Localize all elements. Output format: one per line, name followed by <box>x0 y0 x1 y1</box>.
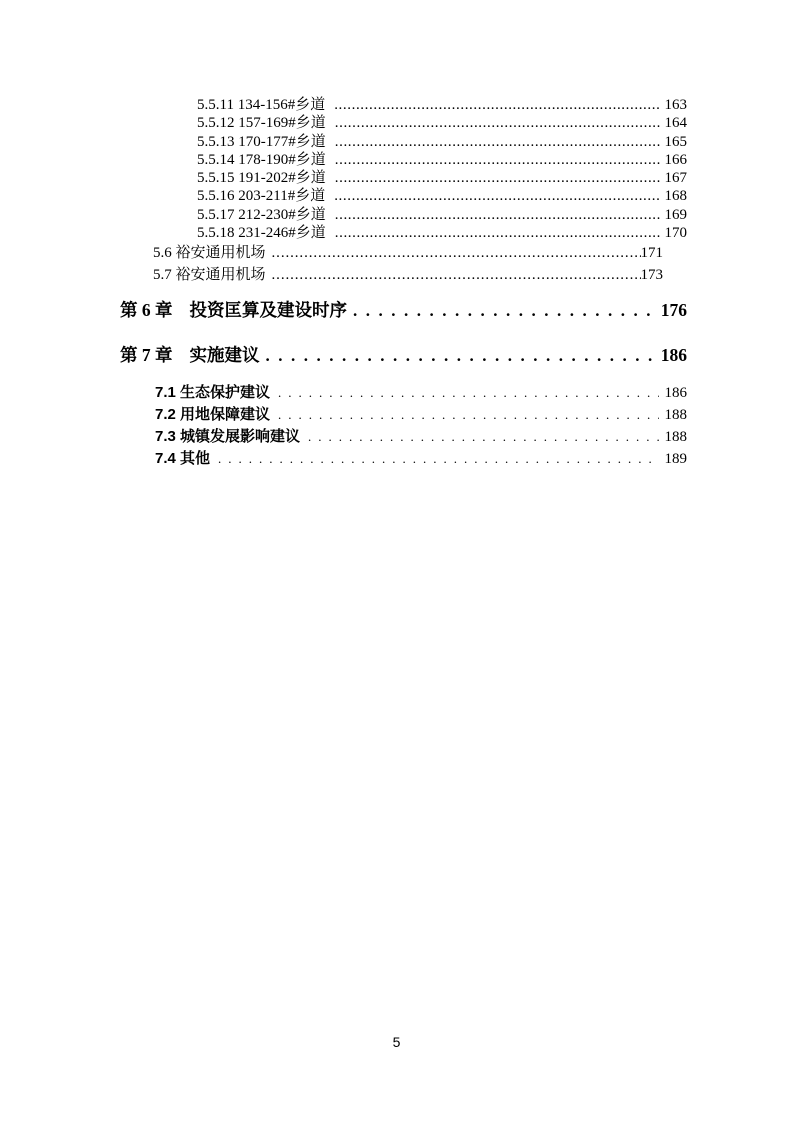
toc-entry-page: 176 <box>660 300 687 321</box>
dot-leader <box>335 206 660 224</box>
toc-entry-label: 7.1 生态保护建议 <box>155 384 271 402</box>
toc-entry[interactable] <box>197 133 687 151</box>
dot-leader <box>272 264 641 286</box>
toc-entry-page: 164 <box>664 115 687 132</box>
toc-entry-label: 5.5.12 157-169#乡道 <box>197 115 326 132</box>
toc-entry-label: 5.6 裕安通用机场 <box>153 245 266 262</box>
toc-entry[interactable] <box>153 264 663 286</box>
toc-entry[interactable] <box>197 206 687 224</box>
toc-entry[interactable] <box>197 96 687 114</box>
toc-section-chapters <box>120 298 687 368</box>
toc-entry-label: 5.5.17 212-230#乡道 <box>197 206 326 223</box>
toc-entry-page: 167 <box>664 170 687 187</box>
dot-leader <box>334 187 659 205</box>
toc-entry[interactable] <box>155 426 687 448</box>
toc-entry[interactable] <box>197 169 687 187</box>
dot-leader <box>278 382 658 404</box>
toc-entry-page: 188 <box>664 429 687 446</box>
toc-entry-label: 7.2 用地保障建议 <box>155 406 271 424</box>
toc-entry-page: 186 <box>660 345 687 366</box>
toc-section-chapter7-entries <box>120 382 687 470</box>
toc-entry-label: 5.5.16 203-211#乡道 <box>197 188 326 205</box>
toc-entry-label: 7.4 其他 <box>155 450 211 468</box>
page-number: 5 <box>392 1034 401 1050</box>
toc-entry-page: 170 <box>664 225 687 242</box>
toc-entry-label: 5.5.11 134-156#乡道 <box>197 97 326 113</box>
toc-entry[interactable] <box>197 224 687 242</box>
toc-chapter-title: 实施建议 <box>189 345 260 366</box>
table-of-contents <box>120 96 687 470</box>
toc-entry-label: 5.5.13 170-177#乡道 <box>197 133 326 150</box>
toc-chapter-title: 投资匡算及建设时序 <box>189 300 347 321</box>
toc-chapter-label: 第 7 章 <box>120 345 173 366</box>
toc-entry[interactable] <box>197 114 687 132</box>
dot-leader <box>218 448 658 470</box>
toc-entry[interactable] <box>153 242 663 264</box>
toc-entry[interactable] <box>197 187 687 205</box>
toc-entry-page: 169 <box>664 206 687 223</box>
dot-leader <box>278 404 658 426</box>
toc-entry[interactable] <box>155 448 687 470</box>
toc-entry-label: 5.5.18 231-246#乡道 <box>197 225 326 242</box>
toc-entry-page: 166 <box>664 151 687 168</box>
toc-entry[interactable] <box>155 382 687 404</box>
toc-entry-page: 188 <box>664 407 687 424</box>
dot-leader <box>335 133 660 151</box>
toc-entry-page: 163 <box>664 97 687 113</box>
toc-entry-label: 5.7 裕安通用机场 <box>153 267 266 284</box>
dot-leader <box>335 224 660 242</box>
toc-entry-page: 186 <box>664 385 687 402</box>
toc-entry-page: 165 <box>664 133 687 150</box>
toc-chapter-label: 第 6 章 <box>120 300 173 321</box>
dot-leader <box>308 426 658 448</box>
toc-entry[interactable] <box>197 151 687 169</box>
toc-entry-label: 5.5.15 191-202#乡道 <box>197 170 326 187</box>
toc-entry-label: 7.3 城镇发展影响建议 <box>155 428 301 446</box>
toc-chapter-entry[interactable] <box>120 298 687 323</box>
dot-leader <box>353 298 653 323</box>
toc-entry[interactable] <box>155 404 687 426</box>
toc-entry-label: 5.5.14 178-190#乡道 <box>197 151 326 168</box>
dot-leader <box>335 114 660 132</box>
dot-leader <box>334 96 659 114</box>
toc-entry-page: 189 <box>664 451 687 468</box>
toc-entry-page: 171 <box>640 245 663 262</box>
toc-section-level2 <box>120 242 687 286</box>
dot-leader <box>335 151 660 169</box>
toc-entry-page: 168 <box>664 188 687 205</box>
dot-leader <box>272 242 641 264</box>
toc-section-level3 <box>120 96 687 242</box>
toc-entry-page: 173 <box>640 267 663 284</box>
dot-leader <box>335 169 660 187</box>
dot-leader <box>266 343 653 368</box>
toc-chapter-entry[interactable] <box>120 343 687 368</box>
